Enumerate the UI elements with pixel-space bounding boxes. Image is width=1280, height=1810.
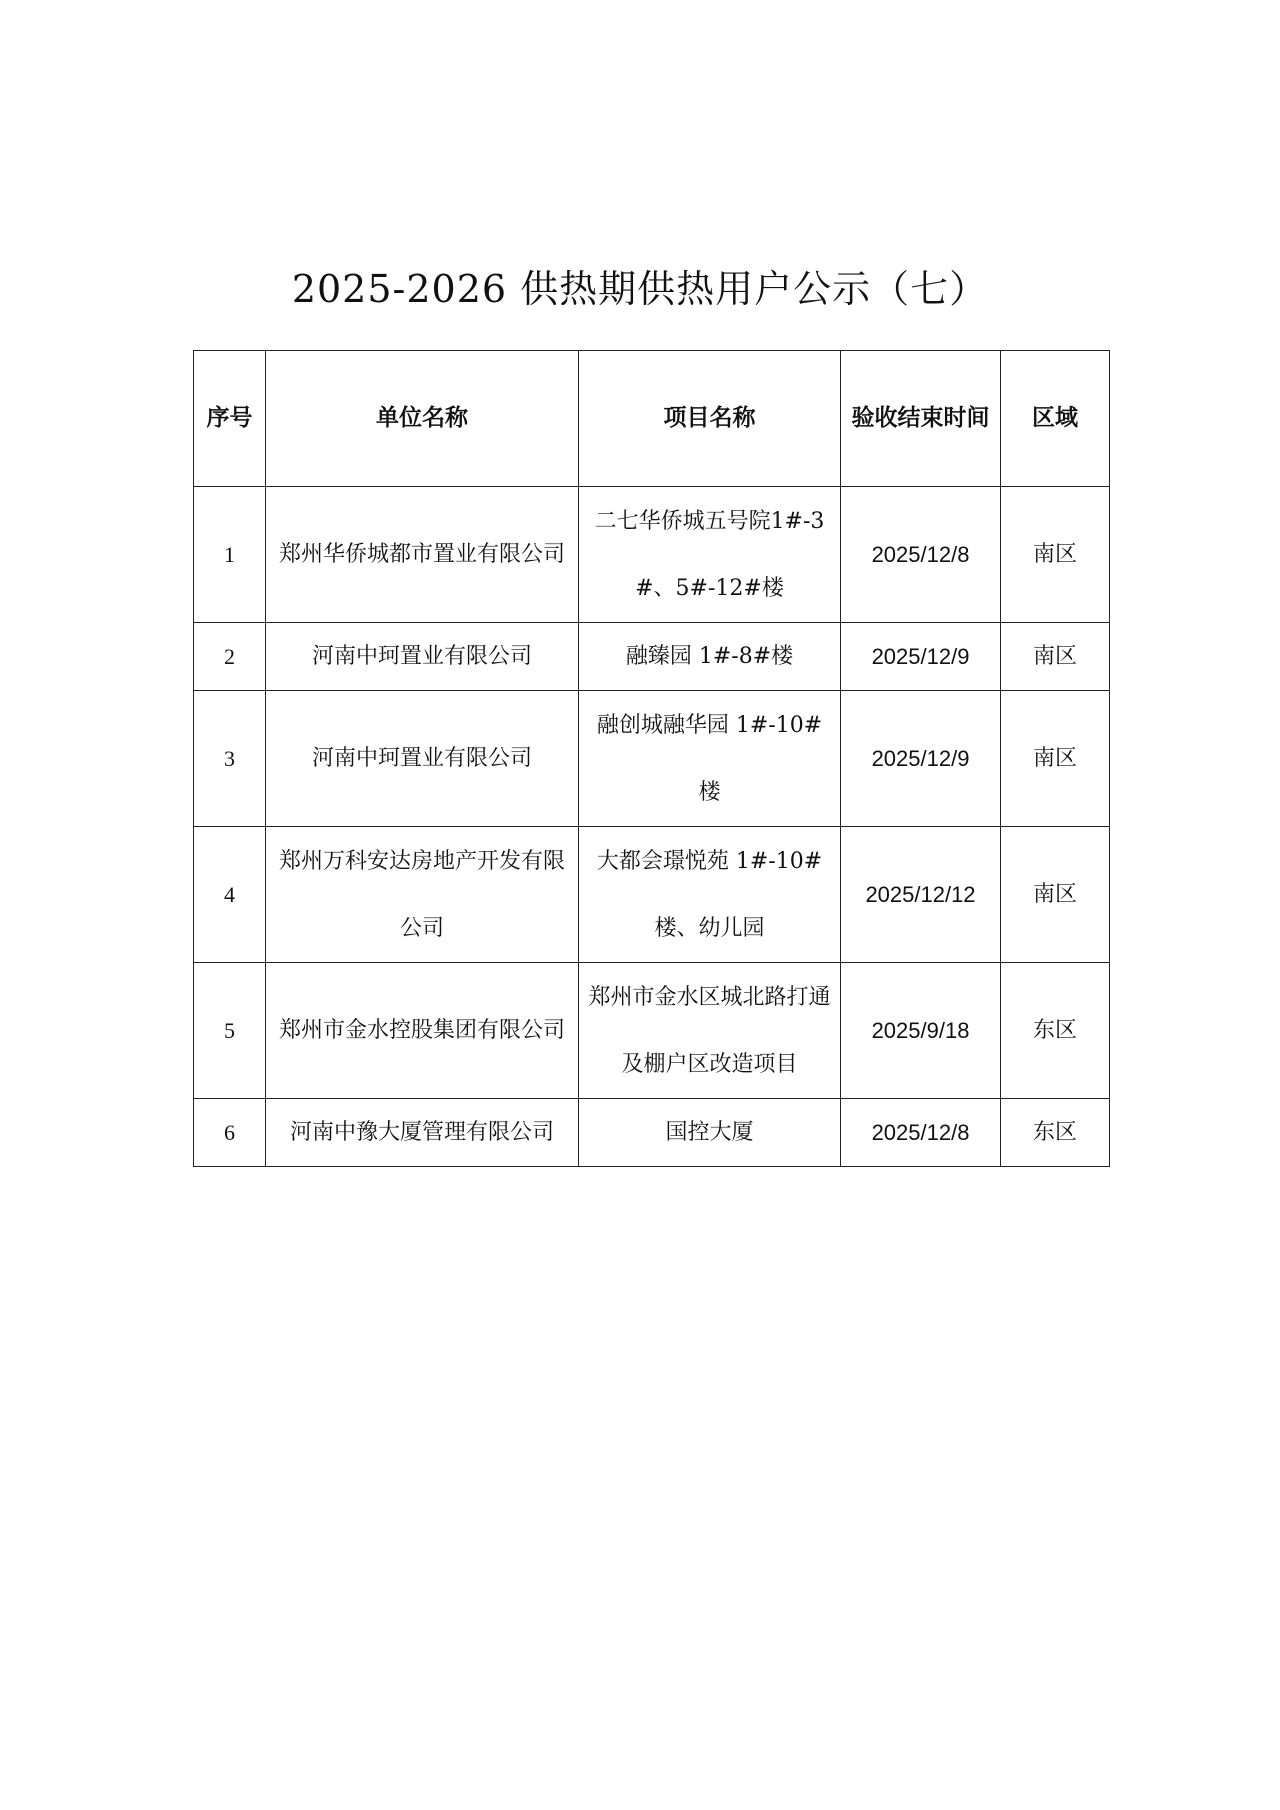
table-row <box>194 691 1110 827</box>
row-project: 二七华侨城五号院1#-3#、5#-12#楼 <box>579 487 841 623</box>
row-district: 南区 <box>1001 691 1110 827</box>
row-index: 4 <box>194 827 266 963</box>
table-row <box>194 487 1110 623</box>
row-acceptance-date: 2025/12/9 <box>841 691 1001 827</box>
row-acceptance-date: 2025/12/8 <box>841 1099 1001 1167</box>
row-district: 南区 <box>1001 623 1110 691</box>
page-title: 2025-2026 供热期供热用户公示（七） <box>291 267 989 311</box>
header-project: 项目名称 <box>579 351 841 487</box>
row-district: 南区 <box>1001 827 1110 963</box>
row-index: 5 <box>194 963 266 1099</box>
row-district: 南区 <box>1001 487 1110 623</box>
row-acceptance-date: 2025/9/18 <box>841 963 1001 1099</box>
table-row <box>194 623 1110 691</box>
table-header-row <box>194 351 1110 487</box>
row-index: 1 <box>194 487 266 623</box>
header-acceptance-date: 验收结束时间 <box>841 351 1001 487</box>
heating-users-table <box>193 350 1110 1167</box>
table-row <box>194 1099 1110 1167</box>
row-project: 融臻园 1#-8#楼 <box>579 623 841 691</box>
row-project: 国控大厦 <box>579 1099 841 1167</box>
row-acceptance-date: 2025/12/9 <box>841 623 1001 691</box>
row-project: 融创城融华园 1#-10#楼 <box>579 691 841 827</box>
row-district: 东区 <box>1001 963 1110 1099</box>
row-company: 郑州华侨城都市置业有限公司 <box>266 487 579 623</box>
row-company: 河南中豫大厦管理有限公司 <box>266 1099 579 1167</box>
row-project: 大都会璟悦苑 1#-10#楼、幼儿园 <box>579 827 841 963</box>
table-row <box>194 963 1110 1099</box>
row-company: 郑州万科安达房地产开发有限公司 <box>266 827 579 963</box>
row-project: 郑州市金水区城北路打通及棚户区改造项目 <box>579 963 841 1099</box>
row-index: 3 <box>194 691 266 827</box>
row-acceptance-date: 2025/12/12 <box>841 827 1001 963</box>
row-company: 郑州市金水控股集团有限公司 <box>266 963 579 1099</box>
header-index: 序号 <box>194 351 266 487</box>
row-company: 河南中珂置业有限公司 <box>266 623 579 691</box>
header-district: 区域 <box>1001 351 1110 487</box>
header-company: 单位名称 <box>266 351 579 487</box>
row-index: 2 <box>194 623 266 691</box>
row-acceptance-date: 2025/12/8 <box>841 487 1001 623</box>
row-index: 6 <box>194 1099 266 1167</box>
row-district: 东区 <box>1001 1099 1110 1167</box>
table-row <box>194 827 1110 963</box>
row-company: 河南中珂置业有限公司 <box>266 691 579 827</box>
